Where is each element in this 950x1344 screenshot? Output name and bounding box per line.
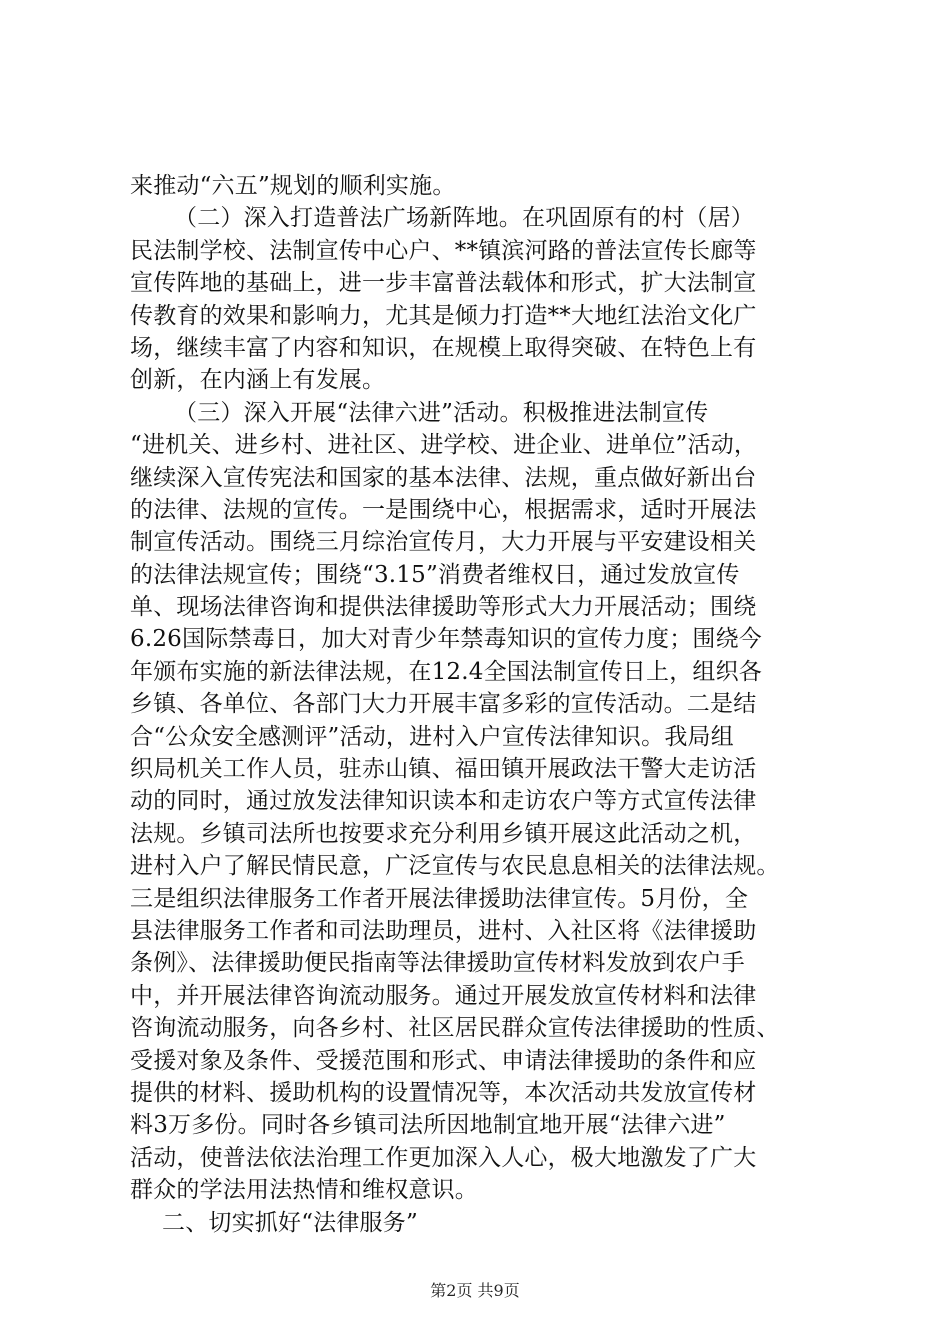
text-line: 受援对象及条件、受援范围和形式、申请法律援助的条件和应 [130,1047,757,1074]
text-line: 单、现场法律咨询和提供法律援助等形式大力开展活动；围绕 [130,594,757,621]
text-line: （二）深入打造普法广场新阵地。在巩固原有的村（居） [174,205,754,232]
text-line: 动的同时，通过放发法律知识读本和走访农户等方式宣传法律 [130,788,757,815]
text-line: 群众的学法用法热情和维权意识。 [130,1177,478,1204]
text-line: 咨询流动服务，向各乡村、社区居民群众宣传法律援助的性质、 [130,1015,780,1042]
text-line: 民法制学校、法制宣传中心户、**镇滨河路的普法宣传长廊等 [130,237,757,264]
text-line: 6.26国际禁毒日，加大对青少年禁毒知识的宣传力度；围绕今 [130,626,763,653]
text-line: 年颁布实施的新法律法规，在12.4全国法制宣传日上，组织各 [130,658,763,685]
text-line: 的法律法规宣传；围绕“3.15”消费者维权日，通过发放宣传 [130,561,740,588]
text-line: 传教育的效果和影响力，尤其是倾力打造**大地红法治文化广 [130,302,757,329]
text-line: 合“公众安全感测评”活动，进村入户宣传法律知识。我局组 [130,723,734,750]
text-line: 场，继续丰富了内容和知识，在规模上取得突破、在特色上有 [130,334,757,361]
section-heading: 二、切实抓好“法律服务” [162,1209,418,1236]
text-line: 织局机关工作人员，驻赤山镇、福田镇开展政法干警大走访活 [130,756,757,783]
text-line: 继续深入宣传宪法和国家的基本法律、法规，重点做好新出台 [130,464,757,491]
text-line: 活动，使普法依法治理工作更加深入人心，极大地激发了广大 [130,1144,757,1171]
text-line: （三）深入开展“法律六进”活动。积极推进法制宣传 [174,399,709,426]
text-line: 县法律服务工作者和司法助理员，进村、入社区将《法律援助 [130,917,757,944]
text-line: 条例》、法律援助便民指南等法律援助宣传材料发放到农户手 [130,950,745,977]
text-line: 宣传阵地的基础上，进一步丰富普法载体和形式，扩大法制宣 [130,270,757,297]
text-line: 料3万多份。同时各乡镇司法所因地制宜地开展“法律六进” [130,1112,726,1139]
page-number: 第2页 共9页 [430,1281,520,1300]
text-line: 法规。乡镇司法所也按要求充分利用乡镇开展这此活动之机， [130,820,757,847]
page-footer [0,1278,950,1301]
text-line: 来推动“六五”规划的顺利实施。 [130,173,456,199]
document-body [130,170,835,1239]
text-line: 乡镇、各单位、各部门大力开展丰富多彩的宣传活动。二是结 [130,691,757,718]
text-line: 提供的材料、援助机构的设置情况等，本次活动共发放宣传材 [130,1079,757,1106]
text-line: 创新，在内涵上有发展。 [130,367,386,394]
text-line: 三是组织法律服务工作者开展法律援助法律宣传。5月份，全 [130,885,749,912]
text-line: 的法律、法规的宣传。一是围绕中心，根据需求，适时开展法 [130,496,757,523]
text-line: “进机关、进乡村、进社区、进学校、进企业、进单位”活动， [130,432,758,459]
text-line: 制宣传活动。围绕三月综治宣传月，大力开展与平安建设相关 [130,529,757,556]
text-line: 进村入户了解民情民意，广泛宣传与农民息息相关的法律法规。 [130,853,780,880]
text-line: 中，并开展法律咨询流动服务。通过开展发放宣传材料和法律 [130,982,757,1009]
